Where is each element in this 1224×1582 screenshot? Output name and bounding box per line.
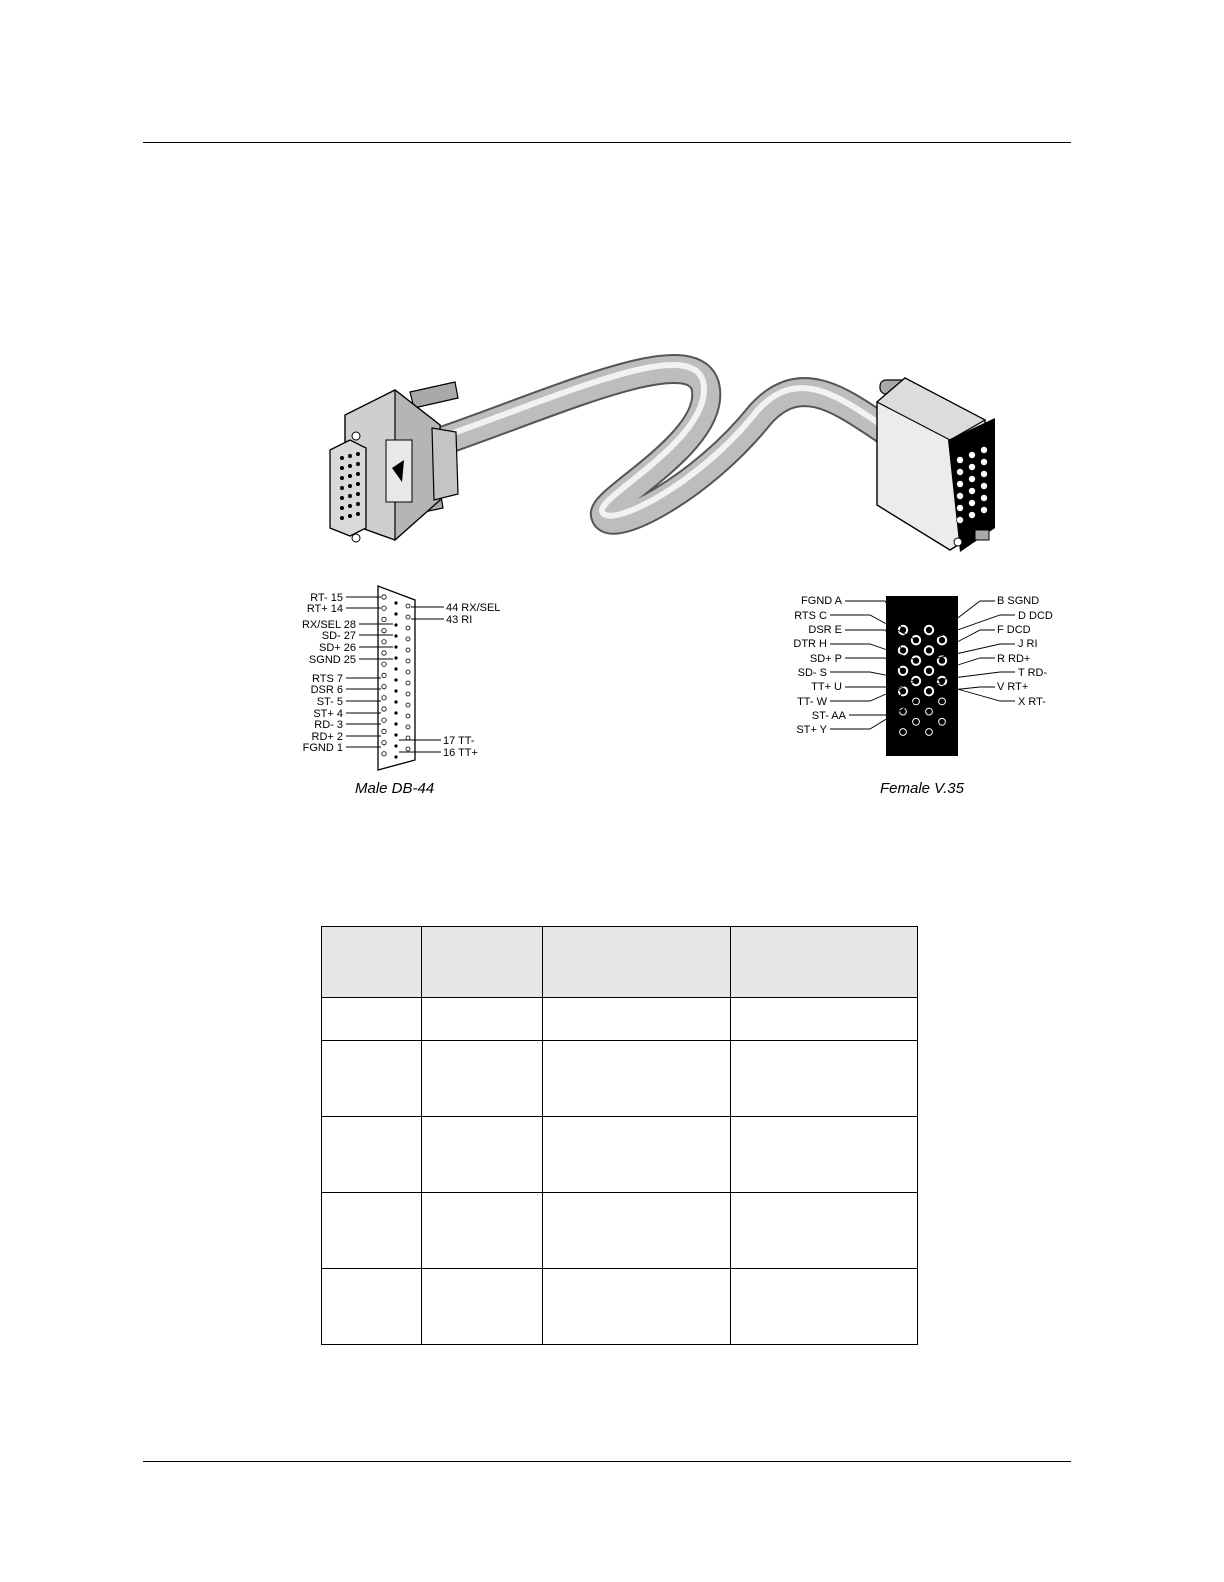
- db44-label-43-ri: 43 RI: [446, 614, 473, 626]
- v35-label-sd-plus-p: SD+ P: [809, 653, 842, 665]
- db44-pin: [382, 696, 386, 700]
- db44-pin: [394, 667, 397, 670]
- db44-pin: [382, 628, 386, 632]
- table-cell: [322, 1193, 422, 1269]
- db44-label-rd-minus-3: RD- 3: [314, 719, 343, 731]
- v35-label-sd-minus-s: SD- S: [797, 667, 827, 679]
- v35-label-st-minus-aa: ST- AA: [811, 710, 846, 722]
- db44-pin: [382, 662, 386, 666]
- v35-label-d-dcd: D DCD: [1018, 610, 1053, 622]
- table-cell: [731, 1193, 918, 1269]
- table-cell: [731, 998, 918, 1041]
- db44-pin: [382, 752, 386, 756]
- db44-pin: [394, 623, 397, 626]
- table-header-cell: [543, 927, 731, 998]
- table-cell: [322, 998, 422, 1041]
- db44-pin: [406, 637, 410, 641]
- db44-label-sgnd-25: SGND 25: [308, 654, 356, 666]
- db44-pin: [394, 612, 397, 615]
- v35-label-dtr-h: DTR H: [793, 638, 827, 650]
- db44-pin: [394, 722, 397, 725]
- db44-label-st-plus-4: ST+ 4: [313, 708, 343, 720]
- db44-pin: [382, 640, 386, 644]
- table-cell: [422, 1041, 543, 1117]
- v35-label-fgnd-a: FGND A: [801, 595, 842, 607]
- db44-label-44-rxsel: 44 RX/SEL: [446, 602, 501, 614]
- v35-connector: [877, 378, 995, 552]
- v35-pin: [938, 636, 946, 644]
- db44-connector: [330, 382, 458, 542]
- bottom-rule: [143, 1461, 1071, 1462]
- db44-label-rt-plus-14: RT+ 14: [306, 603, 343, 615]
- db44-pin: [394, 634, 397, 637]
- db44-pin: [394, 711, 397, 714]
- db44-pin: [406, 604, 410, 608]
- db44-pin: [382, 651, 386, 655]
- db44-pin: [394, 601, 397, 604]
- table-cell: [543, 1117, 731, 1193]
- v35-pin: [925, 626, 933, 634]
- db44-pin: [406, 747, 410, 751]
- v35-pin: [912, 656, 920, 664]
- db44-pin: [406, 692, 410, 696]
- v35-label-f-dcd: F DCD: [997, 624, 1031, 636]
- db44-pin: [406, 659, 410, 663]
- db44-pin: [394, 733, 397, 736]
- table-header-cell: [731, 927, 918, 998]
- db44-pin: [406, 703, 410, 707]
- table-header-cell: [322, 927, 422, 998]
- v35-pin: [900, 729, 907, 736]
- table-cell: [322, 1041, 422, 1117]
- table-row: [322, 1193, 918, 1269]
- v35-pin: [939, 698, 946, 705]
- db44-pin: [382, 707, 386, 711]
- db44-label-fgnd-1: FGND 1: [302, 742, 343, 754]
- db44-pin: [406, 681, 410, 685]
- db44-label-16-tt-plus: 16 TT+: [443, 747, 478, 759]
- db44-pin: [394, 700, 397, 703]
- db44-pin: [382, 673, 386, 677]
- table-cell: [543, 998, 731, 1041]
- db44-label-rd-plus-2: RD+ 2: [311, 731, 343, 743]
- db44-pinout: [302, 586, 500, 770]
- db44-pin: [406, 670, 410, 674]
- db44-pin: [406, 725, 410, 729]
- v35-label-tt-minus-w: TT- W: [797, 696, 827, 708]
- db44-pin: [406, 714, 410, 718]
- db44-label-17-tt-minus: 17 TT-: [443, 735, 475, 747]
- db44-pin: [382, 740, 386, 744]
- db44-pin: [382, 718, 386, 722]
- table-row: [322, 1269, 918, 1345]
- table-cell: [422, 998, 543, 1041]
- v35-pin: [939, 718, 946, 725]
- table-cell: [422, 1193, 543, 1269]
- v35-label-v-rt-plus: V RT+: [997, 681, 1029, 693]
- v35-label-r-rd-plus: R RD+: [997, 653, 1031, 665]
- table-cell: [322, 1269, 422, 1345]
- db44-pin: [382, 617, 386, 621]
- v35-pin: [926, 729, 933, 736]
- db44-label-sd-plus-26: SD+ 26: [319, 642, 356, 654]
- table-cell: [422, 1117, 543, 1193]
- cable-illustration: [330, 365, 995, 552]
- table-row: [322, 1041, 918, 1117]
- v35-pin: [899, 646, 907, 654]
- v35-pinout: [793, 595, 1052, 756]
- table-cell: [422, 1269, 543, 1345]
- db44-pin: [394, 755, 397, 758]
- db44-caption: Male DB-44: [355, 780, 435, 797]
- db44-pin: [406, 736, 410, 740]
- db44-pin: [382, 684, 386, 688]
- db44-pin: [394, 744, 397, 747]
- table-cell: [322, 1117, 422, 1193]
- table-row: [322, 998, 918, 1041]
- v35-pin: [912, 636, 920, 644]
- v35-label-t-rd-minus: T RD-: [1018, 667, 1048, 679]
- table-cell: [731, 1117, 918, 1193]
- table-row: [322, 1117, 918, 1193]
- table-cell: [543, 1193, 731, 1269]
- v35-pin: [926, 708, 933, 715]
- v35-label-b-sgnd: B SGND: [997, 595, 1040, 607]
- table-cell: [543, 1041, 731, 1117]
- v35-pin: [925, 687, 933, 695]
- db44-label-st-minus-5: ST- 5: [316, 696, 343, 708]
- db44-label-dsr-6: DSR 6: [310, 684, 343, 696]
- v35-label-st-plus-y: ST+ Y: [796, 724, 827, 736]
- v35-pin: [913, 718, 920, 725]
- db44-pin: [394, 689, 397, 692]
- v35-label-tt-plus-u: TT+ U: [811, 681, 842, 693]
- db44-pin: [394, 645, 397, 648]
- v35-label-dsr-e: DSR E: [808, 624, 842, 636]
- pin-table: [321, 926, 918, 1345]
- table-cell: [543, 1269, 731, 1345]
- db44-label-rt-minus-15: RT- 15: [310, 592, 343, 604]
- v35-pin: [925, 667, 933, 675]
- db44-label-sd-minus-27: SD- 27: [321, 630, 356, 642]
- table-cell: [731, 1041, 918, 1117]
- table-cell: [731, 1269, 918, 1345]
- db44-pin: [382, 606, 386, 610]
- db44-pin: [382, 729, 386, 733]
- v35-label-x-rt-minus: X RT-: [1018, 696, 1046, 708]
- v35-label-j-ri: J RI: [1018, 638, 1038, 650]
- db44-pin: [406, 615, 410, 619]
- db44-pin: [394, 656, 397, 659]
- db44-pin: [382, 595, 386, 599]
- db44-pin: [394, 678, 397, 681]
- db44-label-rts-7: RTS 7: [312, 673, 343, 685]
- table-header-cell: [422, 927, 543, 998]
- db44-pin: [406, 626, 410, 630]
- db44-pin: [406, 648, 410, 652]
- v35-pin: [925, 646, 933, 654]
- db44-label-rxsel-28: RX/SEL 28: [301, 619, 356, 631]
- v35-caption: Female V.35: [880, 780, 964, 797]
- table-header-row: [322, 927, 918, 998]
- v35-label-rts-c: RTS C: [794, 610, 827, 622]
